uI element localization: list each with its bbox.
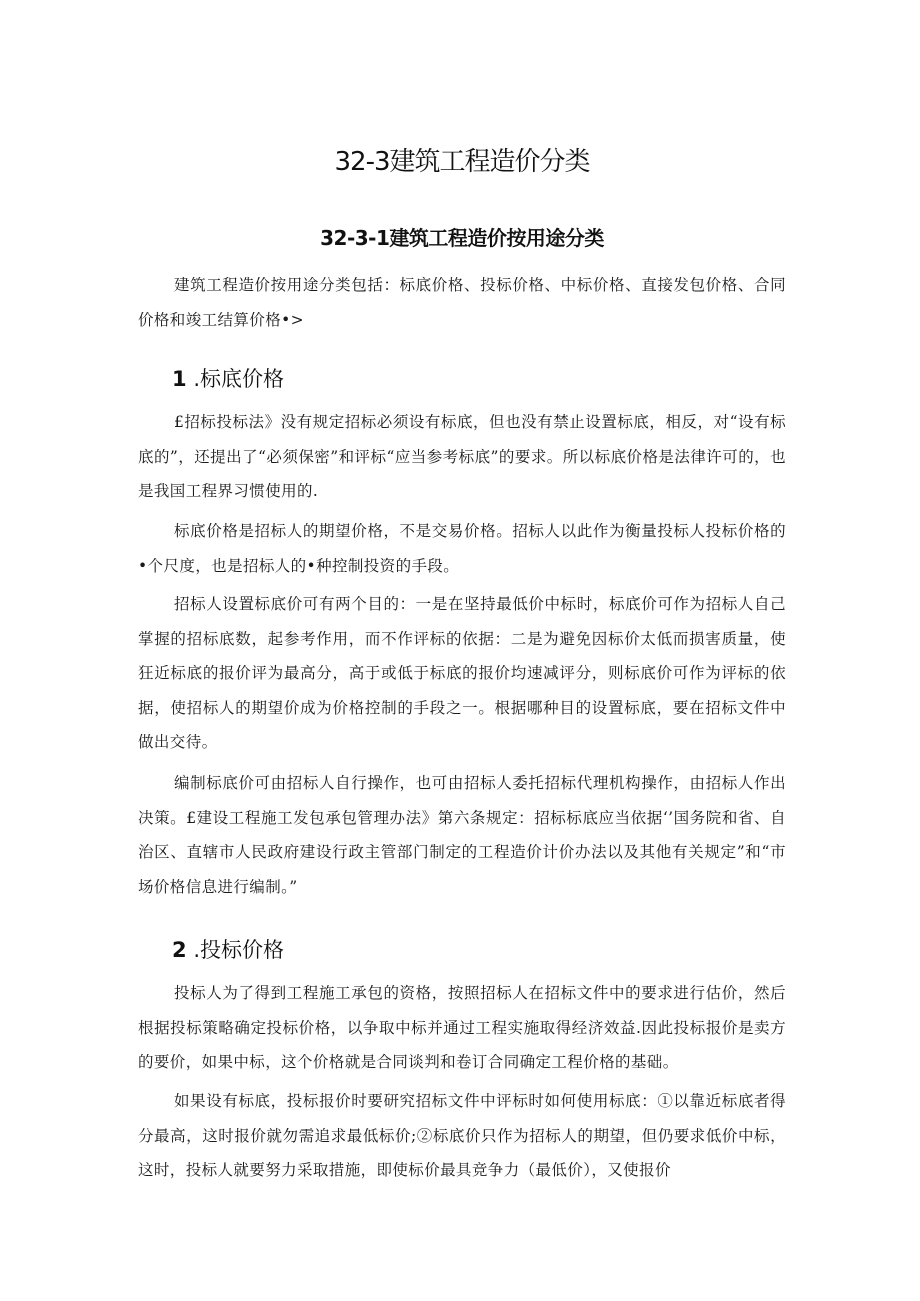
page-title: 32-3建筑工程造价分类 — [334, 147, 590, 177]
paragraph: 招标人设置标底价可有两个目的：一是在坚持最低价中标时，标底价可作为招标人自己掌握的招标底数，起参考作用，而不作评标的依据：二是为避免因标价太低而损害质量，使狂近标底的报价评为最高分，高于或低于标底的报价均速减评分，则标底价可作为评标的依据，使招标人的期望价成为价格控制的手段之一。根据哪种目的设置标底，要在招标文件中做出交待。 — [138, 595, 786, 751]
paragraph: 编制标底价可由招标人自行操作，也可由招标人委托招标代理机构操作，由招标人作出决策。£建设工程施工发包承包管理办法》第六条规定：招标标底应当依据‘’国务院和省、自治区、直辖市人民政府建设行政主管部门制定的工程造价计价办法以及其他有关规定”和“市场价格信息进行编制。” — [138, 774, 786, 896]
section-subtitle: 32-3-1建筑工程造价按用途分类 — [320, 226, 604, 250]
section-heading-text: .标底价格 — [193, 367, 284, 391]
section-heading-bid-base-price — [172, 363, 284, 393]
section-heading-tender-price — [172, 934, 284, 964]
intro-paragraph: 建筑工程造价按用途分类包括：标底价格、投标价格、中标价格、直接发包价格、合同价格和竣工结算价格•> — [138, 276, 786, 329]
section-number: 1 — [172, 367, 187, 391]
section-number: 2 — [172, 938, 187, 962]
paragraph: 如果设有标底，投标报价时要研究招标文件中评标时如何使用标底：①以靠近标底者得分最高，这时报价就勿需追求最低标价;②标底价只作为招标人的期望，但仍要求低价中标，这时，投标人就要努力采取措施，即使标价最具竞争力（最低价），又使报价 — [138, 1092, 786, 1179]
paragraph: £招标投标法》没有规定招标必须设有标底，但也没有禁止设置标底，相反，对“设有标底的”，还提出了“必须保密”和评标“应当参考标底”的要求。所以标底价格是法律许可的，也是我国工程界习惯使用的. — [138, 413, 786, 500]
paragraph: 标底价格是招标人的期望价格，不是交易价格。招标人以此作为衡量投标人投标价格的•个尺度，也是招标人的•种控制投资的手段。 — [138, 522, 786, 575]
section-heading-text: .投标价格 — [193, 938, 284, 962]
paragraph: 投标人为了得到工程施工承包的资格，按照招标人在招标文件中的要求进行估价，然后根据投标策略确定投标价格，以争取中标并通过工程实施取得经济效益.因此投标报价是卖方的要价，如果中标，这个价格就是合同谈判和卷订合同确定工程价格的基础。 — [138, 984, 786, 1071]
